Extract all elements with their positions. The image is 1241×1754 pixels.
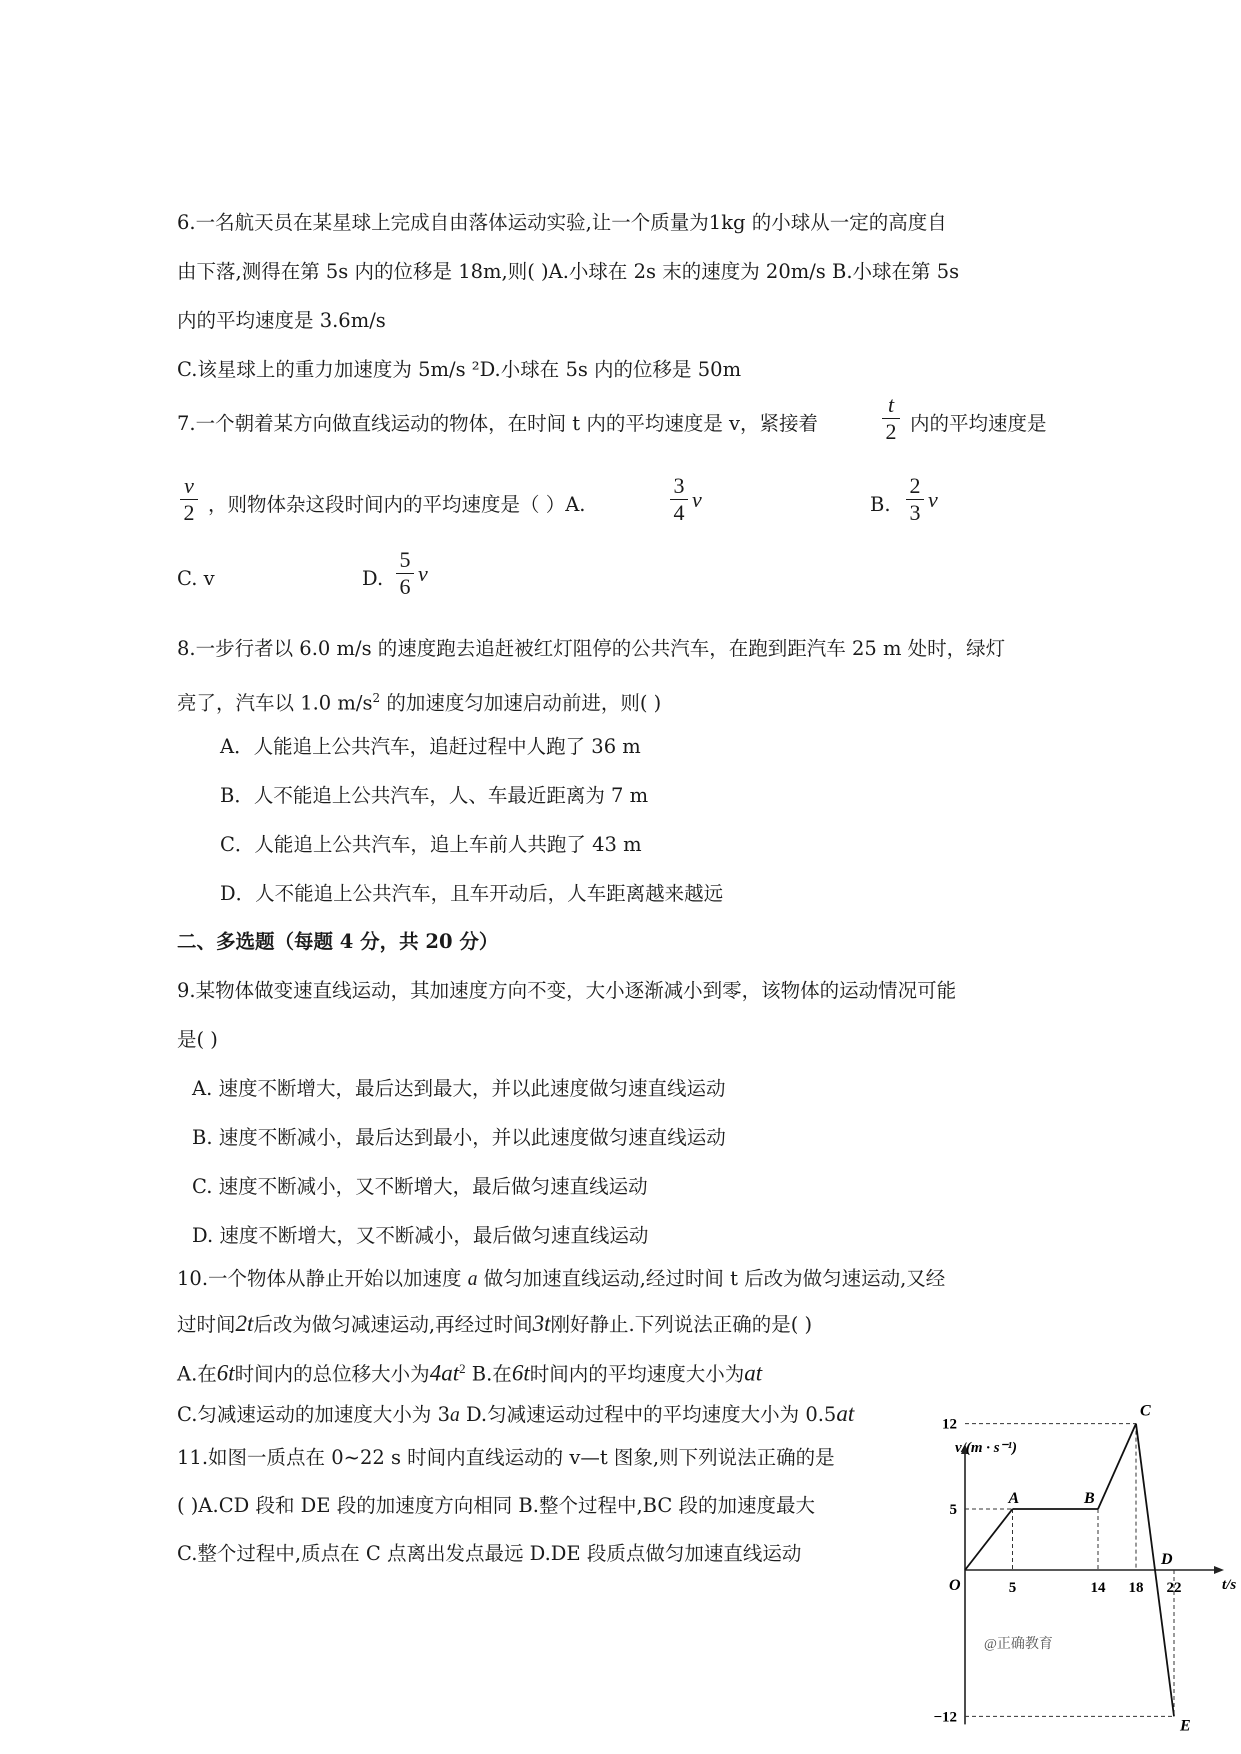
section-2-heading: 二、多选题（每题 4 分，共 20 分） bbox=[177, 930, 499, 953]
q7-option-a-fraction bbox=[670, 473, 688, 526]
q8-line-2 bbox=[177, 685, 661, 717]
q10-line-2-b: 后改为做匀减速运动,再经过时间 bbox=[253, 1313, 533, 1336]
y-axis-label: v/(m · s⁻¹) bbox=[955, 1440, 1017, 1456]
q8-line-2-end: 的加速度匀加速启动前进，则( ) bbox=[380, 691, 662, 715]
q10-var-4at: 4at bbox=[429, 1360, 460, 1386]
x-tick-label: 14 bbox=[1090, 1580, 1106, 1596]
q9-line-1: 9.某物体做变速直线运动，其加速度方向不变，大小逐渐减小到零，该物体的运动情况可能 bbox=[177, 979, 957, 1002]
q7-option-d-fraction bbox=[396, 547, 414, 600]
q11-line-2: ( )A.CD 段和 DE 段的加速度方向相同 B.整个过程中,BC 段的加速度最大 bbox=[177, 1494, 815, 1517]
fraction-numerator: v bbox=[184, 473, 194, 498]
q10-line-3 bbox=[177, 1356, 762, 1388]
x-tick-label: 22 bbox=[1166, 1580, 1182, 1596]
q7-option-b-label: B. bbox=[870, 493, 891, 516]
point-label: B bbox=[1084, 1490, 1095, 1507]
q10-line-1-start: 10.一个物体从静止开始以加速度 bbox=[177, 1267, 468, 1290]
fraction-numerator: 5 bbox=[399, 547, 411, 572]
q6-line-3: 内的平均速度是 3.6m/s bbox=[177, 309, 386, 332]
fraction-denominator: 4 bbox=[673, 500, 685, 525]
q6-line-4: C.该星球上的重力加速度为 5m/s ²D.小球在 5s 内的位移是 50m bbox=[177, 358, 742, 381]
q7-option-b-fraction bbox=[906, 473, 924, 526]
vt-chart bbox=[920, 1402, 1237, 1740]
q9-option-b: B. 速度不断减小，最后达到最小，并以此速度做匀速直线运动 bbox=[192, 1126, 726, 1149]
q10-var-2t: 2t bbox=[235, 1311, 254, 1336]
y-tick-label: 5 bbox=[949, 1502, 957, 1518]
q7-option-b-variable: v bbox=[928, 487, 938, 512]
q10-line-3-a: A.在 bbox=[177, 1362, 217, 1386]
q10-line-3-d: 时间内的平均速度大小为 bbox=[529, 1362, 745, 1386]
q7-line-1b: 内的平均速度是 bbox=[910, 412, 1047, 435]
fraction-denominator: 3 bbox=[909, 500, 921, 525]
x-tick-label: 18 bbox=[1128, 1580, 1144, 1596]
q10-line-2 bbox=[177, 1311, 812, 1338]
q10-line-3-c: B.在 bbox=[465, 1362, 512, 1386]
q8-option-d: D．人不能追上公共汽车，且车开动后，人车距离越来越远 bbox=[220, 882, 724, 905]
chart-layer bbox=[933, 1403, 1236, 1735]
q8-line-2-start: 亮了，汽车以 1.0 m/s bbox=[177, 691, 373, 715]
y-tick-label: −12 bbox=[933, 1709, 957, 1726]
q6-line-1: 6.一名航天员在某星球上完成自由落体运动实验,让一个质量为1kg 的小球从一定的高度自 bbox=[177, 211, 947, 234]
fraction-numerator: 2 bbox=[909, 473, 921, 498]
fraction-denominator: 6 bbox=[399, 574, 411, 599]
series-segment bbox=[1098, 1424, 1136, 1509]
series-segment bbox=[1136, 1424, 1155, 1570]
q7-option-a-variable: v bbox=[692, 487, 702, 512]
q10-var-at-b: at bbox=[836, 1401, 855, 1426]
q7-line-2: ，则物体杂这段时间内的平均速度是（ ）A. bbox=[208, 493, 586, 516]
x-tick-label: 5 bbox=[1008, 1580, 1017, 1596]
q8-superscript: 2 bbox=[372, 691, 381, 705]
q11-line-1: 11.如图一质点在 0~22 s 时间内直线运动的 v—t 图象,则下列说法正确的是 bbox=[177, 1446, 835, 1469]
point-label: A bbox=[1008, 1490, 1020, 1507]
q10-var-a: a bbox=[467, 1269, 478, 1290]
q11-line-3: C.整个过程中,质点在 C 点离出发点最远 D.DE 段质点做匀加速直线运动 bbox=[177, 1542, 802, 1565]
q10-line-3-b: 时间内的总位移大小为 bbox=[234, 1362, 430, 1386]
q10-var-6t-b: 6t bbox=[511, 1360, 530, 1386]
q10-line-1 bbox=[177, 1266, 945, 1293]
q10-line-1-end: 做匀加速直线运动,经过时间 t 后改为做匀速运动,又经 bbox=[477, 1267, 946, 1290]
q7-fraction-v-over-2 bbox=[180, 473, 198, 526]
fraction-numerator: 3 bbox=[673, 473, 685, 498]
fraction-denominator: 2 bbox=[885, 419, 897, 444]
point-label: E bbox=[1180, 1717, 1191, 1735]
q10-superscript: 2 bbox=[459, 1361, 466, 1376]
q10-line-4-b: D.匀减速运动过程中的平均速度大小为 0.5 bbox=[459, 1403, 837, 1426]
q7-option-d-variable: v bbox=[418, 561, 428, 586]
x-axis-label: t/s bbox=[1222, 1577, 1237, 1593]
q10-line-4-a: C.匀减速运动的加速度大小为 3 bbox=[177, 1403, 451, 1426]
q8-option-b: B．人不能追上公共汽车，人、车最近距离为 7 m bbox=[220, 784, 649, 807]
q9-option-a: A. 速度不断增大，最后达到最大，并以此速度做匀速直线运动 bbox=[192, 1077, 726, 1100]
q10-var-6t: 6t bbox=[216, 1360, 235, 1386]
y-tick-label: 12 bbox=[942, 1416, 957, 1433]
q9-line-2: 是( ) bbox=[177, 1028, 218, 1051]
q9-option-d: D. 速度不断增大，又不断减小，最后做匀速直线运动 bbox=[192, 1224, 649, 1247]
q7-fraction-t-over-2 bbox=[882, 392, 900, 445]
watermark: @正确教育 bbox=[984, 1637, 1053, 1652]
point-label: D bbox=[1161, 1551, 1173, 1568]
q10-line-4 bbox=[177, 1401, 854, 1429]
origin-label: O bbox=[949, 1577, 961, 1594]
fraction-numerator: t bbox=[887, 392, 895, 417]
q10-var-a-b: a bbox=[450, 1405, 460, 1426]
q8-line-1: 8.一步行者以 6.0 m/s 的速度跑去追赶被红灯阻停的公共汽车，在跑到距汽车 25 m 处时，绿灯 bbox=[177, 637, 1006, 660]
q6-line-2: 由下落,测得在第 5s 内的位移是 18m,则( )A.小球在 2s 末的速度为 20m/s B.小球在第 5s bbox=[177, 260, 960, 283]
q7-option-d-label: D. bbox=[362, 567, 384, 590]
q10-line-2-c: 刚好静止.下列说法正确的是( ) bbox=[550, 1313, 813, 1336]
fraction-denominator: 2 bbox=[183, 500, 195, 525]
point-label: C bbox=[1140, 1402, 1151, 1420]
q7-line-1a: 7.一个朝着某方向做直线运动的物体，在时间 t 内的平均速度是 v，紧接着 bbox=[177, 412, 819, 435]
x-axis-arrow bbox=[1214, 1566, 1224, 1574]
q10-line-2-a: 过时间 bbox=[177, 1313, 236, 1336]
q8-option-a: A．人能追上公共汽车，追赶过程中人跑了 36 m bbox=[220, 735, 641, 758]
q10-var-at: at bbox=[744, 1360, 763, 1386]
q7-option-c: C. v bbox=[177, 567, 215, 590]
q8-option-c: C．人能追上公共汽车，追上车前人共跑了 43 m bbox=[220, 833, 642, 856]
series-segment bbox=[965, 1509, 1013, 1570]
q10-var-3t: 3t bbox=[532, 1311, 551, 1336]
q9-option-c: C. 速度不断减小，又不断增大，最后做匀速直线运动 bbox=[192, 1175, 648, 1198]
